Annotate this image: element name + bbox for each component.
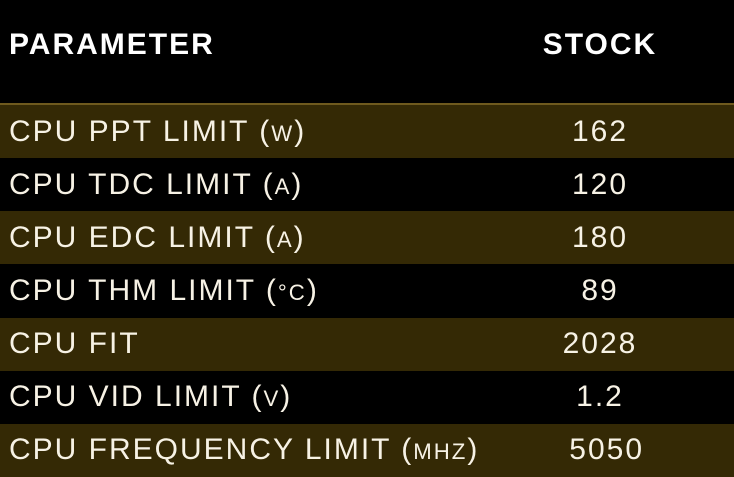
- table-body: [0, 103, 734, 477]
- stock-value-cell: 180: [571, 220, 629, 254]
- table-row: [0, 105, 734, 158]
- table-row: [0, 264, 734, 317]
- stock-value-cell: 162: [571, 114, 629, 148]
- parameter-cell: CPU EDC LIMIT (A): [9, 220, 306, 254]
- parameter-cell: CPU PPT LIMIT (W): [9, 114, 307, 148]
- stock-value-cell: 120: [571, 167, 629, 201]
- stock-value-cell: 89: [581, 273, 619, 307]
- parameter-cell: CPU FIT: [9, 327, 140, 361]
- column-header-stock: STOCK: [542, 28, 658, 61]
- parameter-cell: CPU FREQUENCY LIMIT (MHZ): [9, 433, 480, 467]
- parameter-cell: CPU TDC LIMIT (A): [9, 167, 304, 201]
- table-row: [0, 211, 734, 264]
- stock-value-cell: 5050: [569, 433, 645, 467]
- parameter-cell: CPU THM LIMIT (°C): [9, 273, 319, 307]
- table-row: [0, 424, 734, 477]
- stock-value-cell: 2028: [562, 327, 638, 361]
- column-header-parameter: PARAMETER: [9, 28, 215, 61]
- table-row: [0, 318, 734, 371]
- table-row: [0, 371, 734, 424]
- stock-value-cell: 1.2: [576, 380, 624, 414]
- parameter-cell: CPU VID LIMIT (V): [9, 380, 293, 414]
- table-header: [0, 0, 734, 103]
- table-row: [0, 158, 734, 211]
